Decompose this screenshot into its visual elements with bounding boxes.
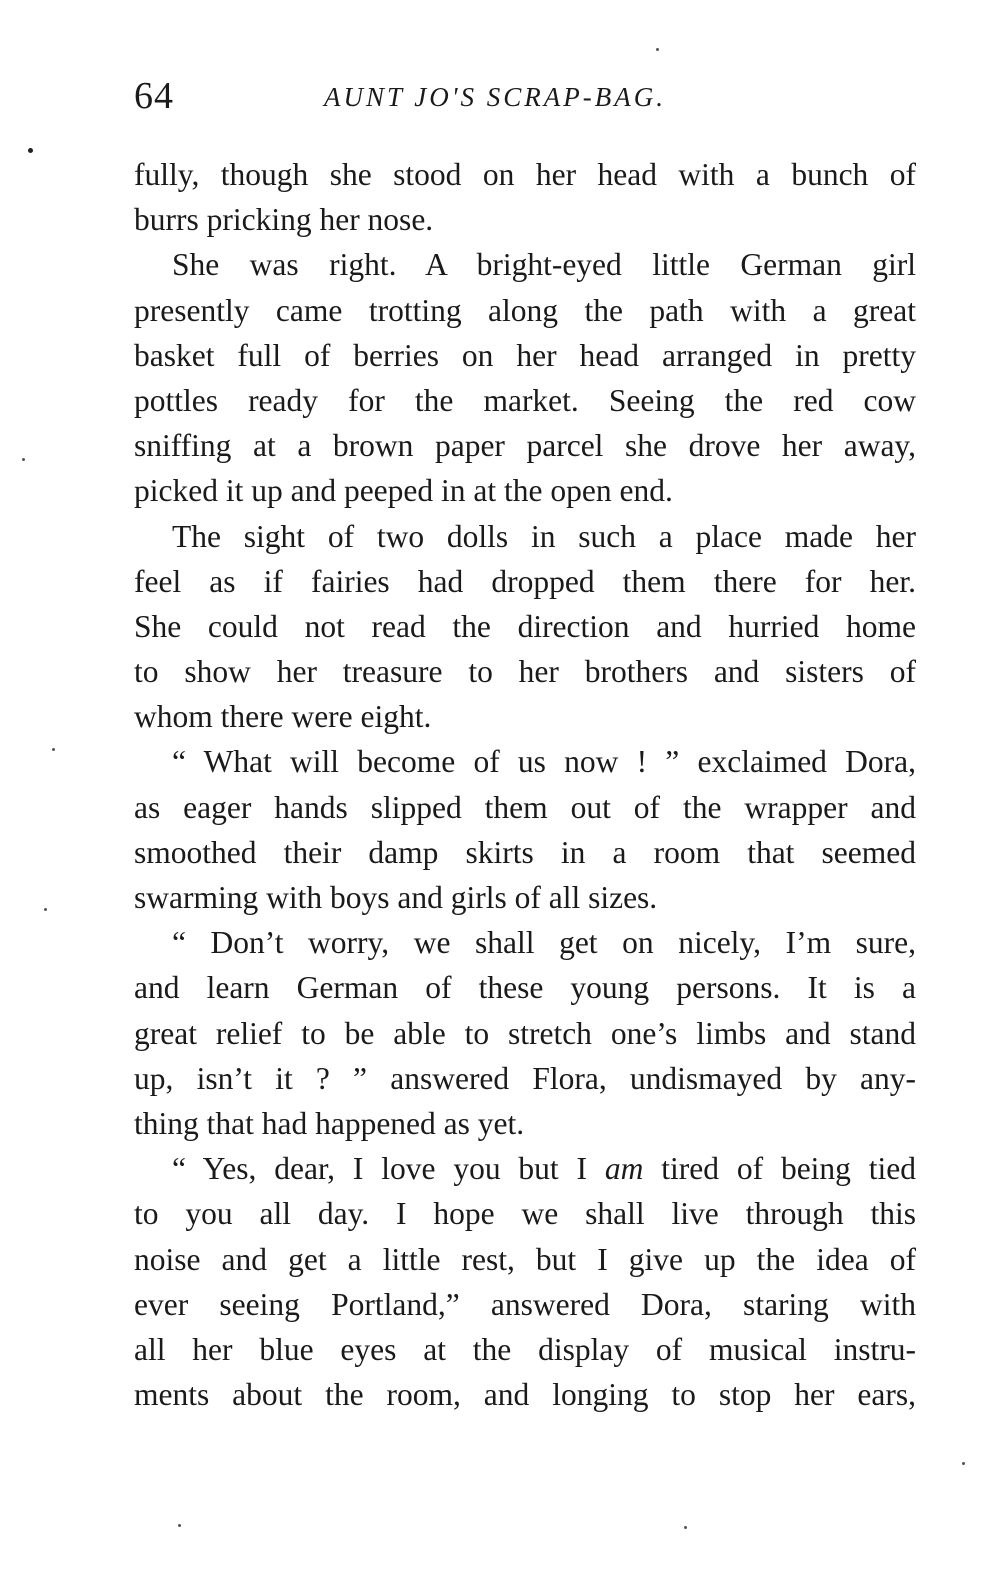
text-line: She could not read the direction and hurried home <box>134 608 916 644</box>
text-line: noise and get a little rest, but I give up the idea of <box>134 1241 916 1277</box>
text-segment: tired of being tied <box>661 1151 917 1187</box>
text-line: presently came trotting along the path with a great <box>134 292 916 328</box>
text-line: ever seeing Portland,” answered Dora, staring with <box>134 1286 916 1322</box>
text-line: great relief to be able to stretch one’s limbs and stand <box>134 1015 916 1051</box>
paper-speck <box>28 148 33 153</box>
paper-speck <box>44 908 47 911</box>
text-line: smoothed their damp skirts in a room that seemed <box>134 834 916 870</box>
text-line: fully, though she stood on her head with a bunch of <box>134 157 916 192</box>
text-line: swarming with boys and girls of all sizes. <box>134 880 658 915</box>
text-line: She was right. A bright-eyed little German girl <box>172 247 916 283</box>
text-line-with-italic <box>134 1146 916 1191</box>
page-number: 64 <box>134 75 174 117</box>
text-line: sniffing at a brown paper parcel she drove her away, <box>134 428 916 464</box>
text-line: thing that had happened as yet. <box>134 1105 525 1141</box>
text-line: pottles ready for the market. Seeing the red cow <box>134 382 916 418</box>
running-head <box>134 70 916 120</box>
running-title: AUNT JO'S SCRAP-BAG. <box>324 82 666 112</box>
paper-speck <box>178 1524 181 1527</box>
text-line: The sight of two dolls in such a place made her <box>172 518 916 554</box>
paper-speck <box>52 748 55 751</box>
paper-speck <box>684 1526 687 1529</box>
text-line: basket full of berries on her head arranged in pretty <box>134 337 916 373</box>
body-text <box>134 152 916 1417</box>
text-line: “ Don’t worry, we shall get on nicely, I’m sure, <box>172 925 916 961</box>
paper-speck <box>656 48 659 51</box>
text-line: and learn German of these young persons. It is a <box>134 970 916 1006</box>
text-line: burrs pricking her nose. <box>134 202 434 238</box>
paper-speck <box>962 1462 965 1465</box>
text-line: up, isn’t it ? ” answered Flora, undismayed by any- <box>134 1060 916 1096</box>
italic-word: am <box>604 1151 644 1187</box>
text-line: to show her treasure to her brothers and sisters of <box>134 654 916 690</box>
text-segment: “ Yes, dear, I love you but I <box>172 1151 588 1187</box>
text-line: picked it up and peeped in at the open end. <box>134 473 673 509</box>
text-line: whom there were eight. <box>134 699 432 735</box>
text-line: “ What will become of us now ! ” exclaimed Dora, <box>172 744 916 780</box>
text-line: ments about the room, and longing to stop her ears, <box>134 1377 916 1413</box>
text-line: to you all day. I hope we shall live through this <box>134 1196 916 1232</box>
paper-speck <box>22 458 25 461</box>
text-line: all her blue eyes at the display of musical instru- <box>134 1331 916 1367</box>
text-line: feel as if fairies had dropped them there for her. <box>134 563 916 599</box>
text-line: as eager hands slipped them out of the wrapper and <box>134 789 916 825</box>
